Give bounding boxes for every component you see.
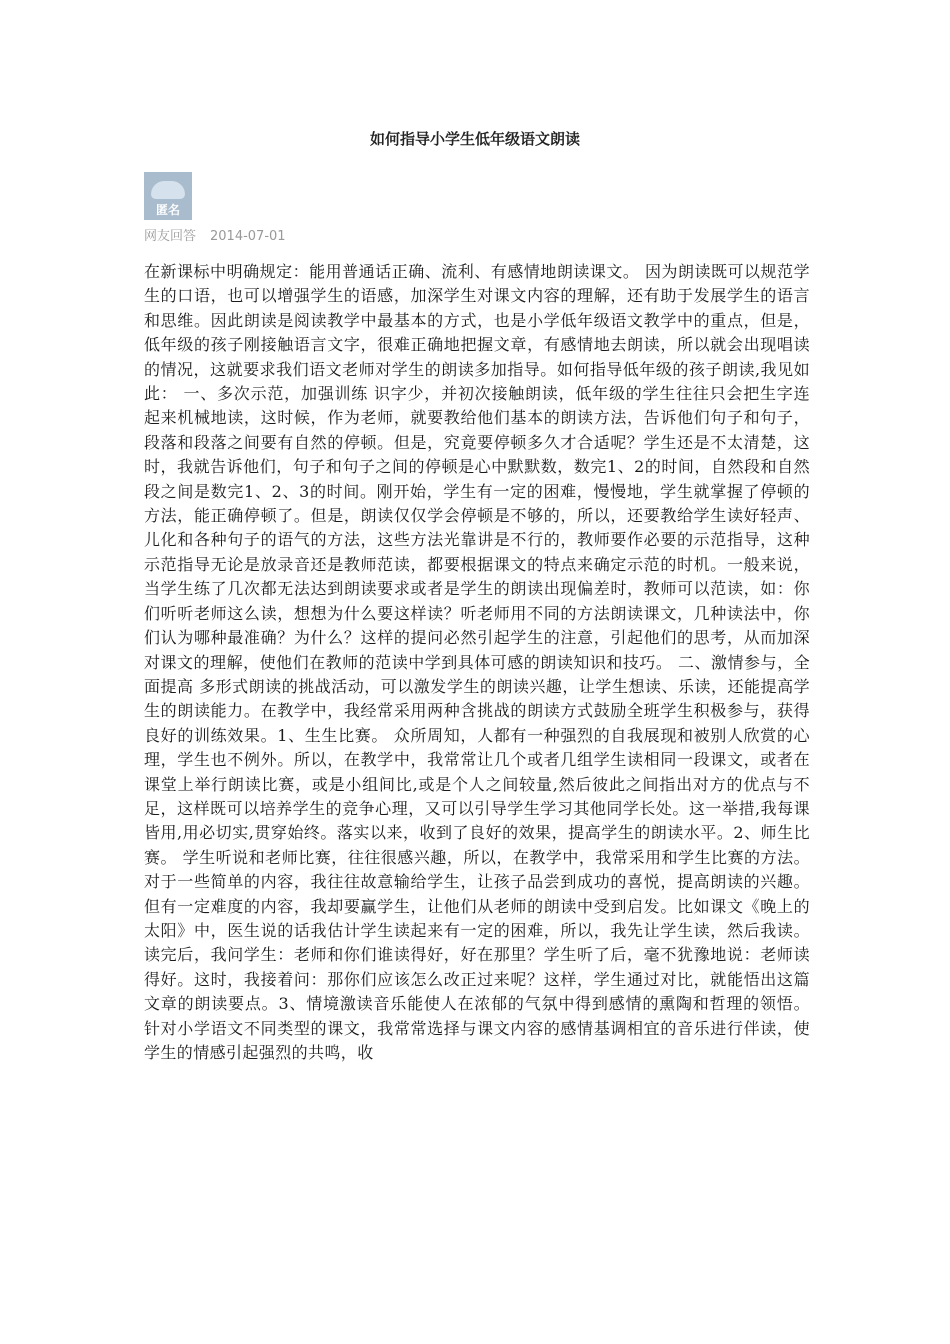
answer-date: 2014-07-01 (210, 229, 286, 244)
page-title: 如何指导小学生低年级语文朗读 (369, 130, 580, 148)
avatar[interactable] (144, 172, 192, 220)
answer-meta (144, 229, 286, 245)
avatar-label: 匿名 (155, 203, 180, 217)
article-body: 在新课标中明确规定：能用普通话正确、流利、有感情地朗读课文。 因为朗读既可以规范学生的口语，也可以增强学生的语感，加深学生对课文内容的理解，还有助于发展学生的语言和思维。因此朗读是阅读教学中最基本的方式，也是小学低年级语文教学中的重点，但是，低年级的孩子刚接触语言文字，很难正确地把握文章，有感情地去朗读，所以就会出现唱读的情况，这就要求我们语文老师对学生的朗读多加指导。如何指导低年级的孩子朗读,我见如此： 一、多次示范，加强训练 识字少，并初次接触朗读，低年级的学生往往只会把生字连起来机械地读，这时候，作为老师，就要教给他们基本的朗读方法，告诉他们句子和句子，段落和段落之间要有自然的停顿。但是，究竟要停顿多久才合适呢？学生还是不太清楚，这时，我就告诉他们，句子和句子之间的停顿是心中默默数，数完1、2的时间，自然段和自然段之间是数完1、2、3的时间。刚开始，学生有一定的困难，慢慢地，学生就掌握了停顿的方法，能正确停顿了。但是，朗读仅仅学会停顿是不够的，所以，还要教给学生读好轻声、儿化和各种句子的语气的方法，这些方法光靠讲是不行的，教师要作必要的示范指导，这种示范指导无论是放录音还是教师范读，都要根据课文的特点来确定示范的时机。一般来说，当学生练了几次都无法达到朗读要求或者是学生的朗读出现偏差时，教师可以范读，如：你们听听老师这么读，想想为什么要这样读？听老师用不同的方法朗读课文，几种读法中，你们认为哪种最准确？为什么？这样的提问必然引起学生的注意，引起他们的思考，从而加深对课文的理解，使他们在教师的范读中学到具体可感的朗读知识和技巧。 二、激情参与，全面提高 多形式朗读的挑战活动，可以激发学生的朗读兴趣，让学生想读、乐读，还能提高学生的朗读能力。在教学中，我经常采用两种含挑战的朗读方式鼓励全班学生积极参与，获得良好的训练效果。1、生生比赛。 众所周知，人都有一种强烈的自我展现和被别人欣赏的心理，学生也不例外。所以，在教学中，我常常让几个或者几组学生读相同一段课文，或者在课堂上举行朗读比赛，或是小组间比,或是个人之间较量,然后彼此之间指出对方的优点与不足，这样既可以培养学生的竞争心理，又可以引导学生学习其他同学长处。这一举措,我每课皆用,用必切实,贯穿始终。落实以来，收到了良好的效果，提高学生的朗读水平。2、师生比赛。 学生听说和老师比赛，往往很感兴趣，所以，在教学中，我常采用和学生比赛的方法。对于一些简单的内容，我往往故意输给学生，让孩子品尝到成功的喜悦，提高朗读的兴趣。但有一定难度的内容，我却要赢学生，让他们从老师的朗读中受到启发。比如课文《晚上的太阳》中，医生说的话我估计学生读起来有一定的困难，所以，我先让学生读，然后我读。读完后，我问学生：老师和你们谁读得好，好在那里？学生听了后，毫不犹豫地说：老师读得好。这时，我接着问：那你们应该怎么改正过来呢？这样，学生通过对比，就能悟出这篇文章的朗读要点。3、情境激读音乐能使人在浓郁的气氛中得到感情的熏陶和哲理的领悟。针对小学语文不同类型的课文，我常常选择与课文内容的感情基调相宜的音乐进行伴读，使学生的情感引起强烈的共鸣，收 (144, 262, 810, 1062)
avatar-cloud-icon (151, 181, 185, 199)
answer-source-label: 网友回答 (144, 229, 197, 244)
